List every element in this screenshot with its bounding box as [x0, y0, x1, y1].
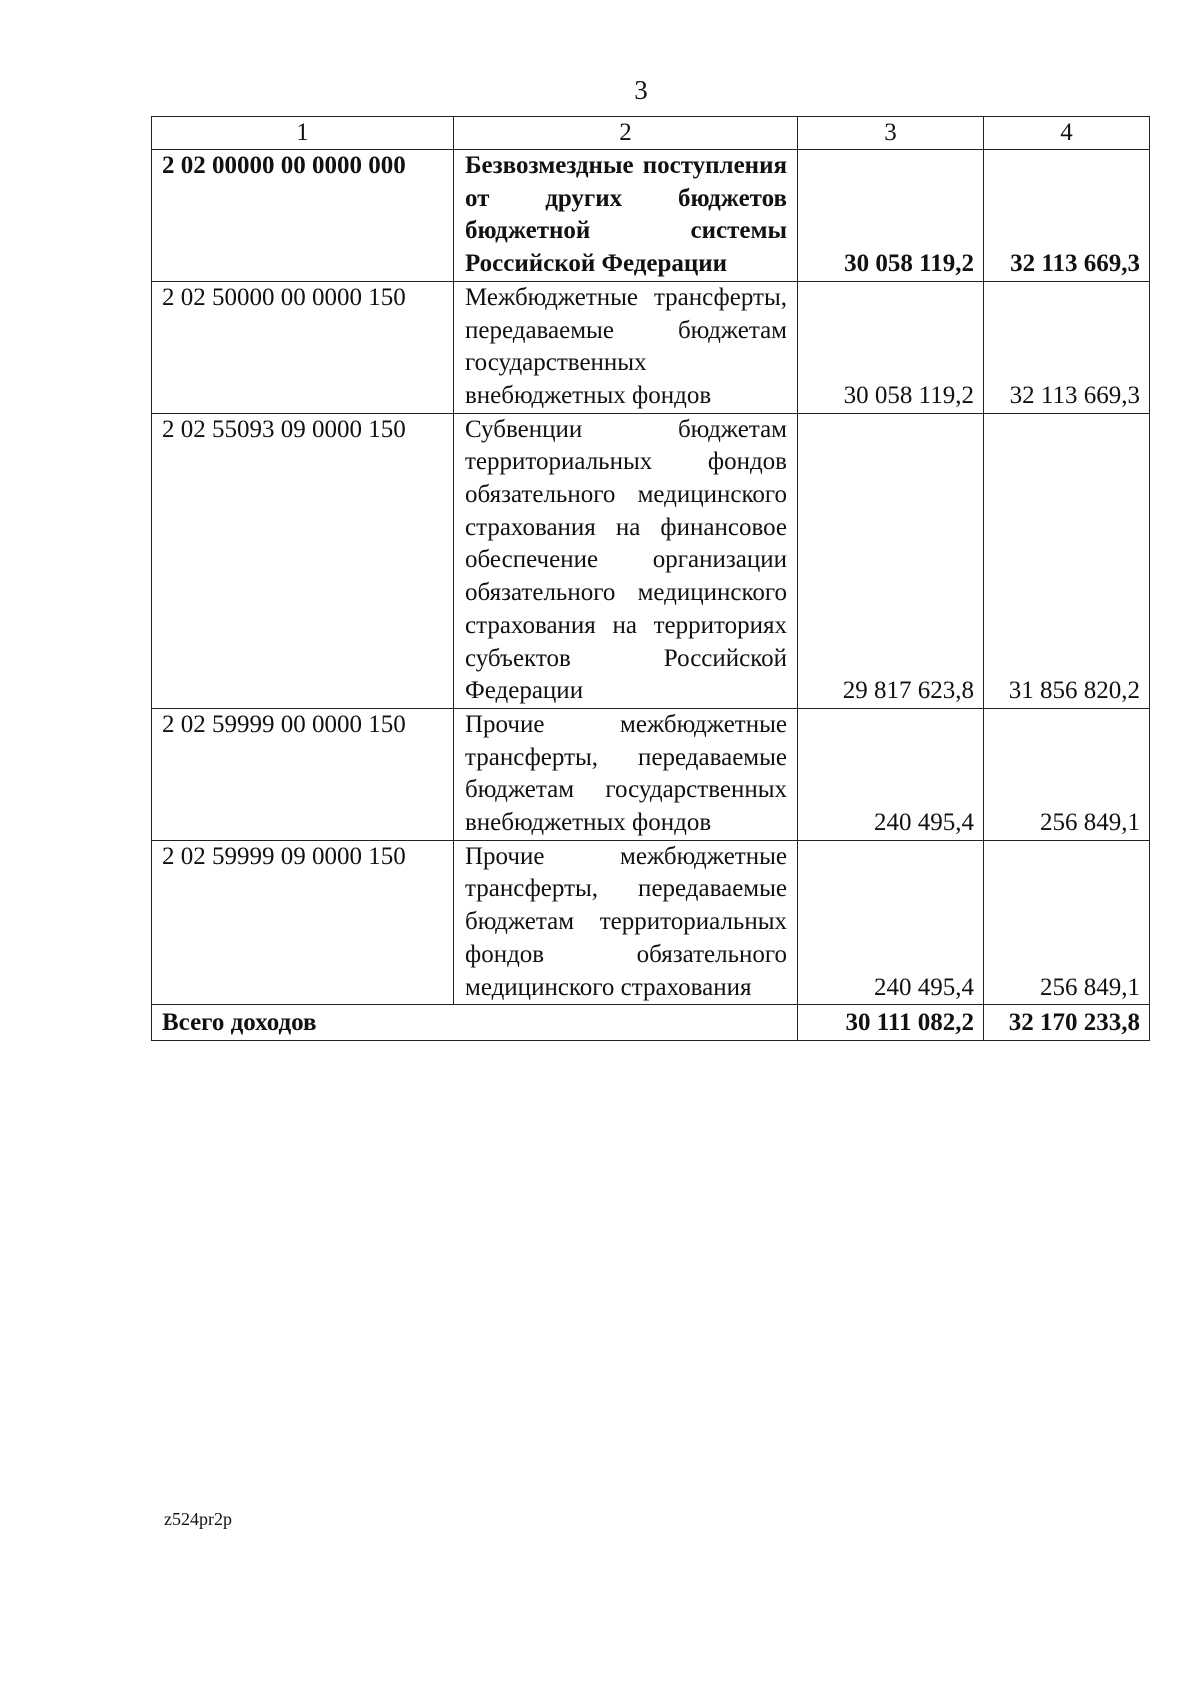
- total-row: [152, 1005, 1150, 1041]
- table-row: [152, 281, 1150, 413]
- table-row: [152, 840, 1150, 1005]
- header-cell-2: 2: [454, 117, 798, 150]
- table-row: [152, 150, 1150, 282]
- total-col4: 32 170 233,8: [984, 1005, 1150, 1041]
- income-code: 2 02 00000 00 0000 000: [152, 150, 454, 282]
- header-row: [152, 117, 1150, 150]
- amount-col3: 30 058 119,2: [798, 281, 984, 413]
- income-description: Безвозмездные поступления от других бюджетов бюджетной системы Российской Федерации: [454, 150, 798, 282]
- income-code: 2 02 55093 09 0000 150: [152, 413, 454, 708]
- amount-col4: 256 849,1: [984, 840, 1150, 1005]
- income-code: 2 02 50000 00 0000 150: [152, 281, 454, 413]
- income-description: Прочие межбюджетные трансферты, передаваемые бюджетам территориальных фондов обязательного медицинского страхования: [454, 840, 798, 1005]
- total-label: Всего доходов: [152, 1005, 798, 1041]
- table-row: [152, 708, 1150, 840]
- header-cell-4: 4: [984, 117, 1150, 150]
- amount-col3: 30 058 119,2: [798, 150, 984, 282]
- amount-col3: 240 495,4: [798, 840, 984, 1005]
- header-cell-1: 1: [152, 117, 454, 150]
- amount-col4: 32 113 669,3: [984, 281, 1150, 413]
- page-number: 3: [634, 75, 648, 105]
- amount-col3: 240 495,4: [798, 708, 984, 840]
- total-col3: 30 111 082,2: [798, 1005, 984, 1041]
- table-row: [152, 413, 1150, 708]
- amount-col3: 29 817 623,8: [798, 413, 984, 708]
- document-code: z524pr2p: [164, 1509, 232, 1529]
- income-description: Субвенции бюджетам территориальных фондов обязательного медицинского страхования на финансовое обеспечение организации обязательного медицинского страхования на территориях субъектов Российской Федерации: [454, 413, 798, 708]
- income-description: Прочие межбюджетные трансферты, передаваемые бюджетам государственных внебюджетных фондов: [454, 708, 798, 840]
- income-table: [151, 116, 1150, 1041]
- amount-col4: 256 849,1: [984, 708, 1150, 840]
- header-cell-3: 3: [798, 117, 984, 150]
- amount-col4: 32 113 669,3: [984, 150, 1150, 282]
- income-code: 2 02 59999 09 0000 150: [152, 840, 454, 1005]
- income-code: 2 02 59999 00 0000 150: [152, 708, 454, 840]
- amount-col4: 31 856 820,2: [984, 413, 1150, 708]
- income-description: Межбюджетные трансферты, передаваемые бюджетам государственных внебюджетных фондов: [454, 281, 798, 413]
